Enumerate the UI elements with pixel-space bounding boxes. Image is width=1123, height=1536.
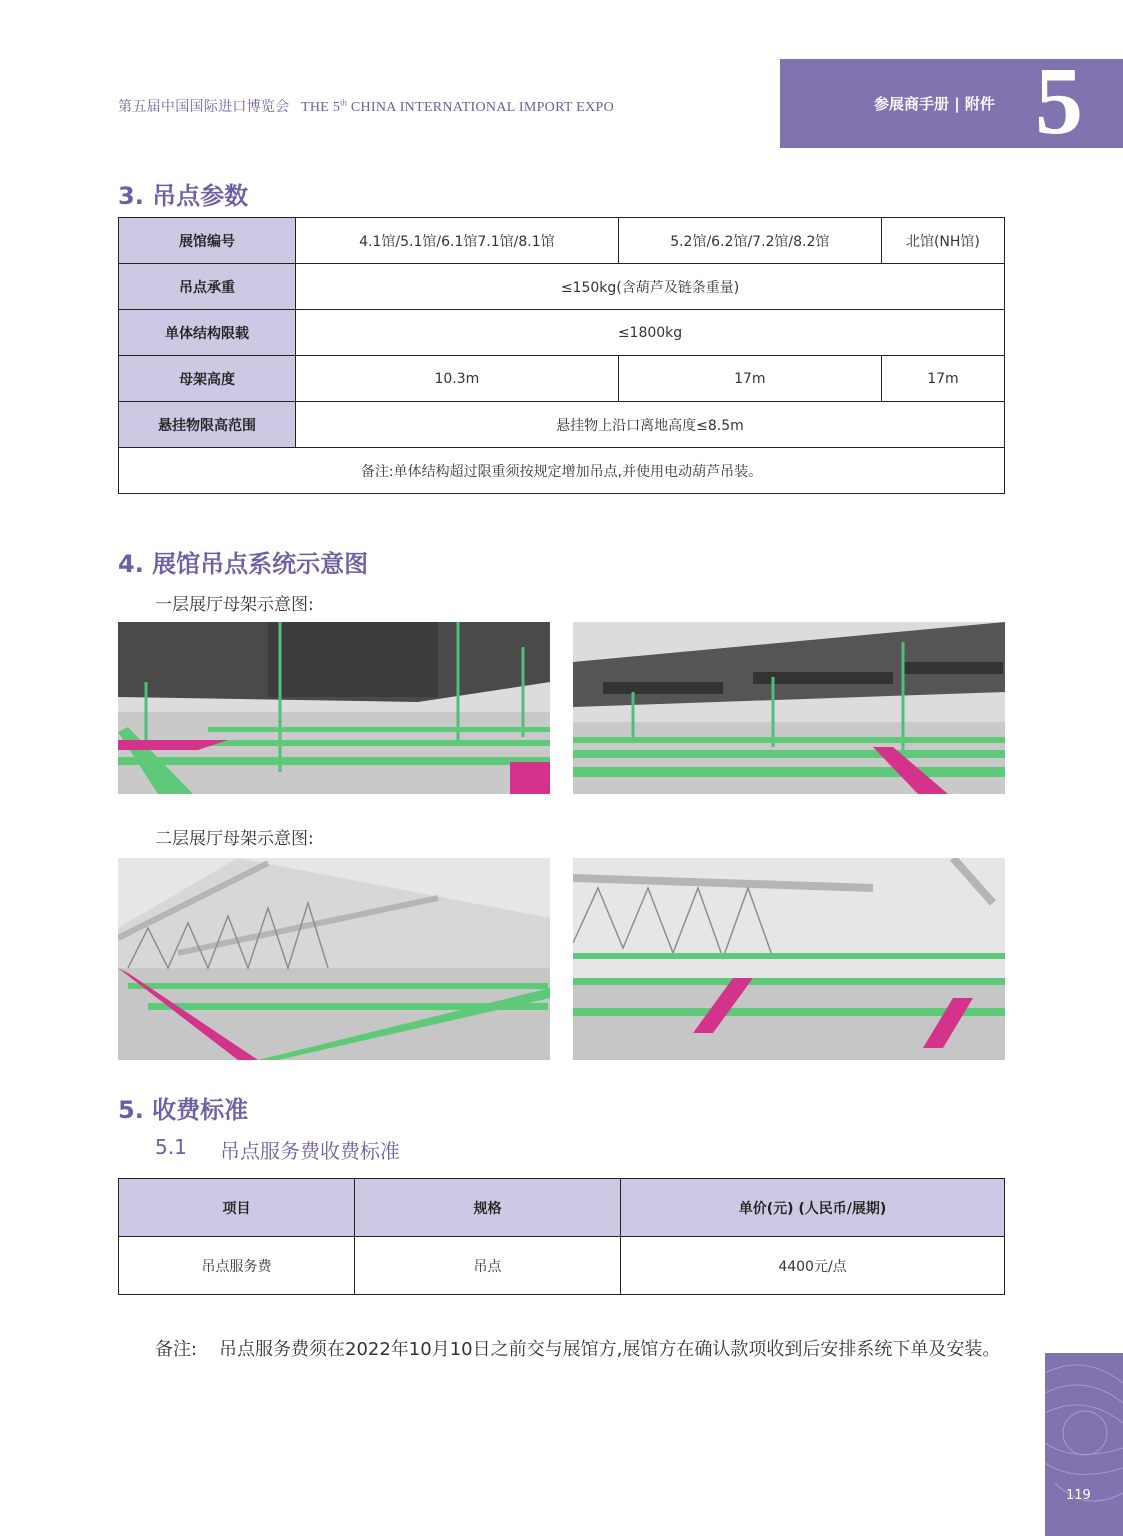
- load-label: 吊点承重: [119, 264, 296, 310]
- header-en-prefix: THE 5: [301, 100, 341, 115]
- header-cn-title: 第五届中国国际进口博览会: [118, 100, 290, 115]
- hall-value-3: 北馆(NH馆): [881, 218, 1004, 264]
- note-label: 备注:: [155, 1339, 198, 1360]
- floor1-diagram-a: [118, 622, 550, 794]
- hanging-point-params-table: [118, 217, 1005, 494]
- frame-label: 母架高度: [119, 356, 296, 402]
- floor1-label: 一层展厅母架示意图:: [155, 595, 314, 615]
- decorative-pattern-icon: [1045, 1353, 1123, 1536]
- table-row: [119, 218, 1005, 264]
- fee-item: 吊点服务费: [119, 1237, 355, 1295]
- fee-table: [118, 1178, 1005, 1295]
- load-value: ≤150kg(含葫芦及链条重量): [296, 264, 1005, 310]
- floor2-diagram-b: [573, 858, 1005, 1060]
- table-row: [119, 402, 1005, 448]
- fee-header-price: 单价(元) (人民币/展期): [621, 1179, 1005, 1237]
- table-row: [119, 448, 1005, 494]
- fee-price: 4400元/点: [621, 1237, 1005, 1295]
- header-en-sup: th: [340, 98, 348, 108]
- header-en-suffix: CHINA INTERNATIONAL IMPORT EXPO: [347, 100, 615, 115]
- floor2-label: 二层展厅母架示意图:: [155, 829, 314, 849]
- frame-value-2: 17m: [618, 356, 881, 402]
- fee-header-item: 项目: [119, 1179, 355, 1237]
- expo-logo: 5: [1035, 47, 1083, 154]
- remark: 备注:单体结构超过限重须按规定增加吊点,并使用电动葫芦吊装。: [119, 448, 1005, 494]
- corner-decoration: [1045, 1353, 1123, 1536]
- header-right-label: 参展商手册 | 附件: [874, 95, 995, 113]
- floor1-diagram-b: [573, 622, 1005, 794]
- table-row: [119, 310, 1005, 356]
- struct-value: ≤1800kg: [296, 310, 1005, 356]
- hang-label: 悬挂物限高范围: [119, 402, 296, 448]
- hall-value-2: 5.2馆/6.2馆/7.2馆/8.2馆: [618, 218, 881, 264]
- hang-value: 悬挂物上沿口离地高度≤8.5m: [296, 402, 1005, 448]
- header-title: [118, 96, 614, 116]
- struct-label: 单体结构限载: [119, 310, 296, 356]
- sub-title: 吊点服务费收费标准: [220, 1139, 400, 1163]
- fee-note: [155, 1334, 1015, 1366]
- table-row: [119, 264, 1005, 310]
- section4-title: 4. 展馆吊点系统示意图: [118, 550, 369, 578]
- table-row: [119, 356, 1005, 402]
- hall-value-1: 4.1馆/5.1馆/6.1馆7.1馆/8.1馆: [296, 218, 619, 264]
- hall-label: 展馆编号: [119, 218, 296, 264]
- floor2-diagram-a: [118, 858, 550, 1060]
- note-text: 吊点服务费须在2022年10月10日之前交与展馆方,展馆方在确认款项收到后安排系统下单及安装。: [219, 1339, 1001, 1360]
- section5-title: 5. 收费标准: [118, 1096, 249, 1124]
- sub-number: 5.1: [155, 1135, 187, 1159]
- frame-value-3: 17m: [881, 356, 1004, 402]
- fee-header-spec: 规格: [355, 1179, 621, 1237]
- table-row: [119, 1179, 1005, 1237]
- section3-title: 3. 吊点参数: [118, 182, 249, 210]
- header-badge: [780, 47, 1123, 154]
- frame-value-1: 10.3m: [296, 356, 619, 402]
- fee-spec: 吊点: [355, 1237, 621, 1295]
- table-row: [119, 1237, 1005, 1295]
- page-number: 119: [1066, 1488, 1091, 1503]
